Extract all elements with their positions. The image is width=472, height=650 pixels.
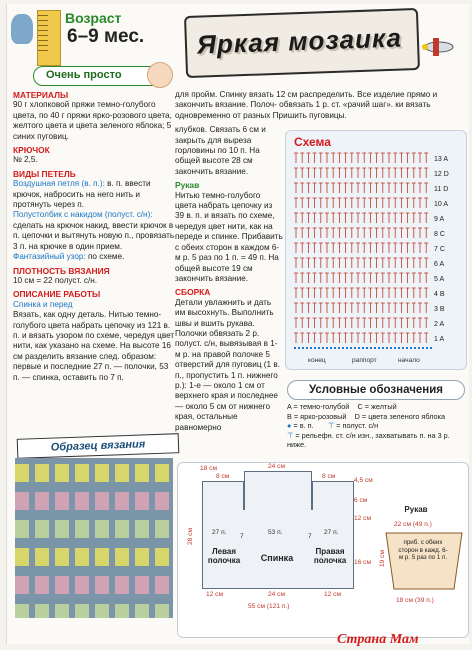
- difficulty-badge: [33, 66, 165, 86]
- back-label: Спинка: [260, 553, 294, 563]
- chart-row-label: 1 A: [434, 336, 445, 343]
- age-value: 6–9 мес.: [67, 26, 145, 47]
- baby-face-icon: [147, 62, 173, 88]
- left-count: 27 п.: [212, 529, 227, 536]
- dim-top-24: 24 см: [268, 463, 285, 470]
- chart-label-end: конец: [308, 357, 326, 364]
- right-count: 27 п.: [324, 529, 339, 536]
- loops-item-1: Воздушная петля (в. п.): в. п. ввести крючок, набросить на него нить и протянуть через п.: [13, 179, 151, 210]
- sleeve-note: приб. с обеих сторон в кажд. 6-м р. 5 раз по 1 п.: [398, 539, 448, 562]
- dim-neck: 6 см: [354, 497, 368, 504]
- chart-row-label: 6 A: [434, 261, 445, 268]
- sleeve-top-dim: 22 см (49 п.): [394, 521, 432, 528]
- armhole-left: 7: [240, 533, 244, 540]
- crochet-chart: [285, 130, 467, 370]
- chart-row-label: 13 A: [434, 156, 449, 163]
- dim-lower: 16 см: [354, 559, 371, 566]
- chart-row-label: 9 A: [434, 216, 445, 223]
- dim-bottom-12-left: 12 см: [206, 591, 223, 598]
- left-column: [13, 90, 175, 383]
- chart-label-repeat: раппорт: [352, 357, 377, 364]
- right-front-upper: [312, 481, 354, 510]
- legend-row-4: ⊤ = рельефн. ст. с/н изн., захватывать п. на 3 р. ниже.: [287, 430, 450, 449]
- materials-heading: МАТЕРИАЛЫ: [13, 90, 69, 100]
- work-subheading: Спинка и перед: [13, 299, 73, 309]
- chart-row-label: 8 C: [434, 231, 445, 238]
- chart-row-label: 4 B: [434, 291, 445, 298]
- legend-title: Условные обозначения: [287, 380, 465, 400]
- chart-row-label: 11 D: [434, 186, 449, 193]
- magazine-page: [6, 4, 469, 647]
- dim-small-1: 4,5 см: [354, 477, 373, 484]
- sleeve-title: Рукав: [404, 505, 428, 514]
- armhole-right: 7: [308, 533, 312, 540]
- title-box: [184, 8, 420, 78]
- left-front-upper: [202, 481, 244, 510]
- density-text: 10 см = 22 полуст. с/н.: [13, 275, 98, 285]
- dim-total-width: 55 см (121 п.): [248, 603, 290, 610]
- loops-item-3: Фантазийный узор: по схеме.: [13, 252, 125, 262]
- chart-row-label: 2 A: [434, 321, 445, 328]
- assembly-heading: СБОРКА: [175, 287, 211, 298]
- chart-title: Схема: [294, 135, 331, 149]
- sleeve-heading: Рукав: [175, 180, 200, 191]
- hook-heading: КРЮЧОК: [13, 145, 50, 156]
- legend-row-3: ● = в. п. ⊤ = полуст. с/н: [287, 421, 379, 430]
- dim-top-8-right: 8 см: [322, 473, 336, 480]
- swatch-title: Образец вязания: [17, 433, 180, 459]
- hook-text: № 2,5.: [13, 155, 38, 165]
- ruler-icon: [37, 10, 61, 66]
- loops-item-2: Полустолбик с накидом (полуст. с/н): сделать на крючок накид, ввести крючок в п. цепочки и вытянуть новую п., провязать 3 п. на крючке в один прием.: [13, 210, 175, 251]
- airplane-icon: [419, 34, 459, 60]
- pattern-diagram: [177, 462, 469, 638]
- legend: [287, 402, 467, 450]
- legend-row-2: B = ярко-розовый D = цвета зеленого яблока: [287, 411, 446, 421]
- chart-row-label: 12 D: [434, 171, 449, 178]
- dim-bottom-24: 24 см: [268, 591, 285, 598]
- sleeve-bottom-dim: 18 см (39 п.): [396, 597, 434, 604]
- loops-heading: ВИДЫ ПЕТЕЛЬ: [13, 168, 76, 179]
- dim-bottom-12-right: 12 см: [324, 591, 341, 598]
- age-label: Возраст: [65, 10, 122, 26]
- page-title: Яркая мозаика: [196, 22, 403, 60]
- dim-top-8-left: 8 см: [216, 473, 230, 480]
- back-upper: [244, 471, 312, 510]
- right-front-label: Правая полочка: [313, 547, 347, 565]
- watermark: Страна Мам: [337, 632, 419, 647]
- chart-row-label: 7 C: [434, 246, 445, 253]
- hippo-icon: [11, 14, 33, 44]
- sleeve-height-dim: 19 см: [379, 550, 386, 567]
- chart-label-start: начало: [398, 357, 420, 364]
- materials-text: 90 г хлопковой пряжи темно-голубого цвета, по 40 г пряжи ярко-розового цвета, желтого цвета и цвета зеленого яблока; 5 синих пуговиц.: [13, 100, 172, 141]
- legend-row-1: A = темно-голубой C = желтый: [287, 402, 397, 411]
- chart-row-label: 5 A: [434, 276, 445, 283]
- sleeve-text: Нитью темно-голубого цвета набрать цепочку из 39 в. п. и вязать по схеме, чередуя цвет нити, как на переде и спинке. Прибавить с обеих сторон в каждом 6-м р. 5 раз по 1 п. = 49 п. На общей высоте 19 см закончить вязание.: [175, 190, 283, 283]
- middle-text-2: клубков. Связать 6 см и закрыть для выреза горловины по 10 п. На общей высоте 28 см закончить вязание.: [175, 125, 266, 176]
- dim-top-18: 18 см: [200, 465, 217, 472]
- left-front-label: Левая полочка: [207, 547, 241, 565]
- assembly-text: Детали увлажнить и дать им высохнуть. Выполнить швы и вшить рукава. Полочки обвязать 2 р. полуст. с/н, вывязывая в 1-м р. на правой полочке 5 отверстий для пуговиц (1 в. п., пропустить 1 п. нижнего р.): 1-е — около 1 см от верхнего края и последнее — около 5 см от нижнего края, остальные равномерно: [175, 297, 280, 432]
- dim-height: 28 см: [187, 528, 194, 545]
- difficulty-label: Очень просто: [46, 69, 122, 81]
- chart-grid: [286, 131, 466, 369]
- chart-row-label: 10 A: [434, 201, 449, 208]
- knit-swatch-photo: [15, 458, 173, 618]
- work-text: Вязать, как одну деталь. Нитью темно-голубого цвета набрать цепочку из 121 в. п. и вязать узором по схеме, чередуя цвет нити, как указано на схеме. На высоте 16 см разделить вязание след. образом: первые и последние 27 п. — полочки, 53 п. — спинка, оставить по 7 п.: [13, 310, 175, 382]
- dim-armhole: 12 см: [354, 515, 371, 522]
- chart-row-label: 3 B: [434, 306, 445, 313]
- work-heading: ОПИСАНИЕ РАБОТЫ: [13, 289, 101, 300]
- density-heading: ПЛОТНОСТЬ ВЯЗАНИЯ: [13, 265, 110, 276]
- middle-text-top: для пройм. Спинку вязать 12 см распределить. Все изделие прямо и закончить вязание. Полоч- обвязать 1 р. ст. «рачий шаг». ки вязать одновременно от разных Пришить пуговицы.: [175, 90, 438, 120]
- back-count: 53 п.: [268, 529, 283, 536]
